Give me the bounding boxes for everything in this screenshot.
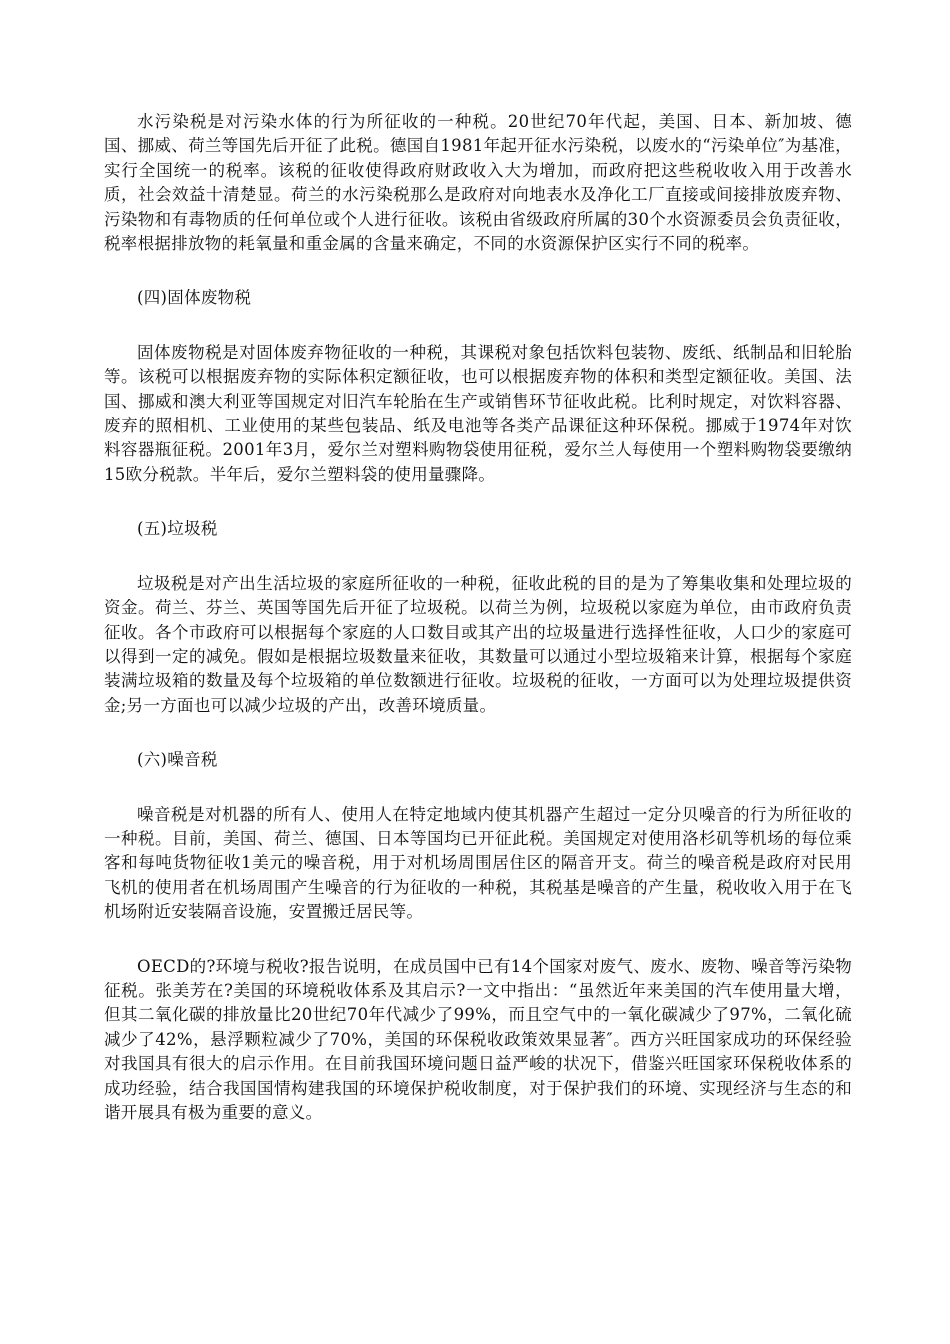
paragraph-oecd-conclusion: OECD的?环境与税收?报告说明，在成员国中已有14个国家对废气、废水、废物、噪音等污染物征税。张美芳在?美国的环境税收体系及其启示?一文中指出：“虽然近年来美国的汽车使用量大增，但其二氧化碳的排放量比20世纪70年代减少了99%，而且空气中的一氧化碳减少了97%，二氧化硫减少了42%，悬浮颗粒减少了70%，美国的环保税收政策效果显著″。西方兴旺国家成功的环保经验对我国具有很大的启示作用。在目前我国环境问题日益严峻的状况下，借鉴兴旺国家环保税收体系的成功经验，结合我国国情构建我国的环境保护税收制度，对于保护我们的环境、实现经济与生态的和谐开展具有极为重要的意义。 [104,956,852,1122]
spacer [104,542,852,572]
paragraph-solid-waste-tax: 固体废物税是对固体废弃物征收的一种税，其课税对象包括饮料包装物、废纸、纸制品和旧轮胎等。该税可以根据废弃物的实际体积定额征收，也可以根据废弃物的体积和类型定额征收。美国、法国、挪威和澳大利亚等国规定对旧汽车轮胎在生产或销售环节征收此税。比利时规定，对饮料容器、废弃的照相机、工业使用的某些包装品、纸及电池等各类产品课征这种环保税。挪威于1974年对饮料容器瓶征税。2001年3月，爱尔兰对塑料购物袋使用征税，爱尔兰人每使用一个塑料购物袋要缴纳15欧分税款。半年后，爱尔兰塑料袋的使用量骤降。 [104,342,852,484]
paragraph-water-pollution-tax: 水污染税是对污染水体的行为所征收的一种税。20世纪70年代起，美国、日本、新加坡、德国、挪威、荷兰等国先后开征了此税。德国自1981年起开征水污染税，以废水的“污染单位″为基准，实行全国统一的税率。该税的征收使得政府财政收入大为增加，而政府把这些税收收入用于改善水质，社会效益十清楚显。荷兰的水污染税那么是政府对向地表水及净化工厂直接或间接排放废弃物、污染物和有毒物质的任何单位或个人进行征收。该税由省级政府所属的30个水资源委员会负责征收，税率根据排放物的耗氧量和重金属的含量来确定，不同的水资源保护区实行不同的税率。 [104,112,852,254]
spacer [104,925,852,955]
spacer [104,718,852,748]
spacer [104,256,852,286]
heading-noise-tax: (六)噪音税 [137,750,218,770]
document-page [104,110,852,1125]
paragraph-noise-tax: 噪音税是对机器的所有人、使用人在特定地域内使其机器产生超过一定分贝噪音的行为所征收的一种税。目前，美国、荷兰、德国、日本等国均已开征此税。美国规定对使用洛杉矶等机场的每位乘客和每吨货物征收1美元的噪音税，用于对机场周围居住区的隔音开支。荷兰的噪音税是政府对民用飞机的使用者在机场周围产生噪音的行为征收的一种税，其税基是噪音的产生量，税收收入用于在飞机场附近安装隔音设施，安置搬迁居民等。 [104,804,852,922]
heading-garbage-tax: (五)垃圾税 [137,519,218,539]
spacer [104,773,852,803]
heading-solid-waste-tax: (四)固体废物税 [137,288,252,308]
spacer [104,311,852,341]
paragraph-garbage-tax: 垃圾税是对产出生活垃圾的家庭所征收的一种税，征收此税的目的是为了筹集收集和处理垃圾的资金。荷兰、芬兰、英国等国先后开征了垃圾税。以荷兰为例，垃圾税以家庭为单位，由市政府负责征收。各个市政府可以根据每个家庭的人口数目或其产出的垃圾量进行选择性征收，人口少的家庭可以得到一定的减免。假如是根据垃圾数量来征收，其数量可以通过小型垃圾箱来计算，根据每个家庭装满垃圾箱的数量及每个垃圾箱的单位数额进行征收。垃圾税的征收，一方面可以为处理垃圾提供资金;另一方面也可以减少垃圾的产出，改善环境质量。 [104,573,852,715]
spacer [104,487,852,517]
